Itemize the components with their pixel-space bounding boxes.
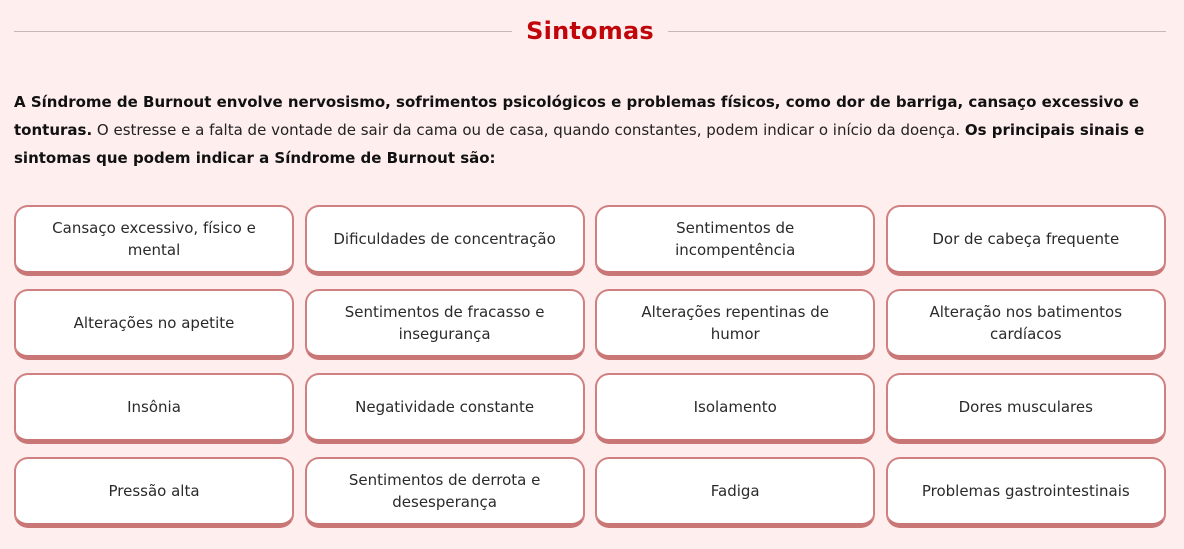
symptom-card: Dores musculares: [886, 373, 1166, 444]
symptom-card: Sentimentos de incompentência: [595, 205, 875, 276]
intro-bold-lead: A Síndrome de Burnout envolve nervosismo, sofrimentos psicológicos e problemas físicos, como dor de barriga, cansaço excessivo e tonturas.: [14, 93, 1139, 139]
symptom-card: Pressão alta: [14, 457, 294, 528]
symptom-card: Alteração nos batimentos cardíacos: [886, 289, 1166, 360]
section-title: Sintomas: [526, 17, 654, 45]
section-heading: [14, 12, 1166, 50]
symptom-card: Cansaço excessivo, físico e mental: [14, 205, 294, 276]
symptom-card: Fadiga: [595, 457, 875, 528]
symptom-card: Problemas gastrointestinais: [886, 457, 1166, 528]
symptom-card: Sentimentos de fracasso e insegurança: [305, 289, 585, 360]
heading-divider-left: [14, 31, 512, 32]
intro-bold-tail: Os principais sinais e sintomas que podem indicar a Síndrome de Burnout são:: [14, 121, 1145, 167]
symptom-card: Insônia: [14, 373, 294, 444]
symptom-card: Dificuldades de concentração: [305, 205, 585, 276]
heading-divider-right: [668, 31, 1166, 32]
symptom-card: Sentimentos de derrota e desesperança: [305, 457, 585, 528]
intro-paragraph: [14, 88, 1170, 172]
symptoms-grid: [14, 205, 1166, 528]
symptom-card: Dor de cabeça frequente: [886, 205, 1166, 276]
symptom-card: Isolamento: [595, 373, 875, 444]
intro-normal-text: O estresse e a falta de vontade de sair da cama ou de casa, quando constantes, podem indicar o início da doença.: [92, 121, 965, 139]
symptom-card: Negatividade constante: [305, 373, 585, 444]
symptom-card: Alterações no apetite: [14, 289, 294, 360]
symptom-card: Alterações repentinas de humor: [595, 289, 875, 360]
